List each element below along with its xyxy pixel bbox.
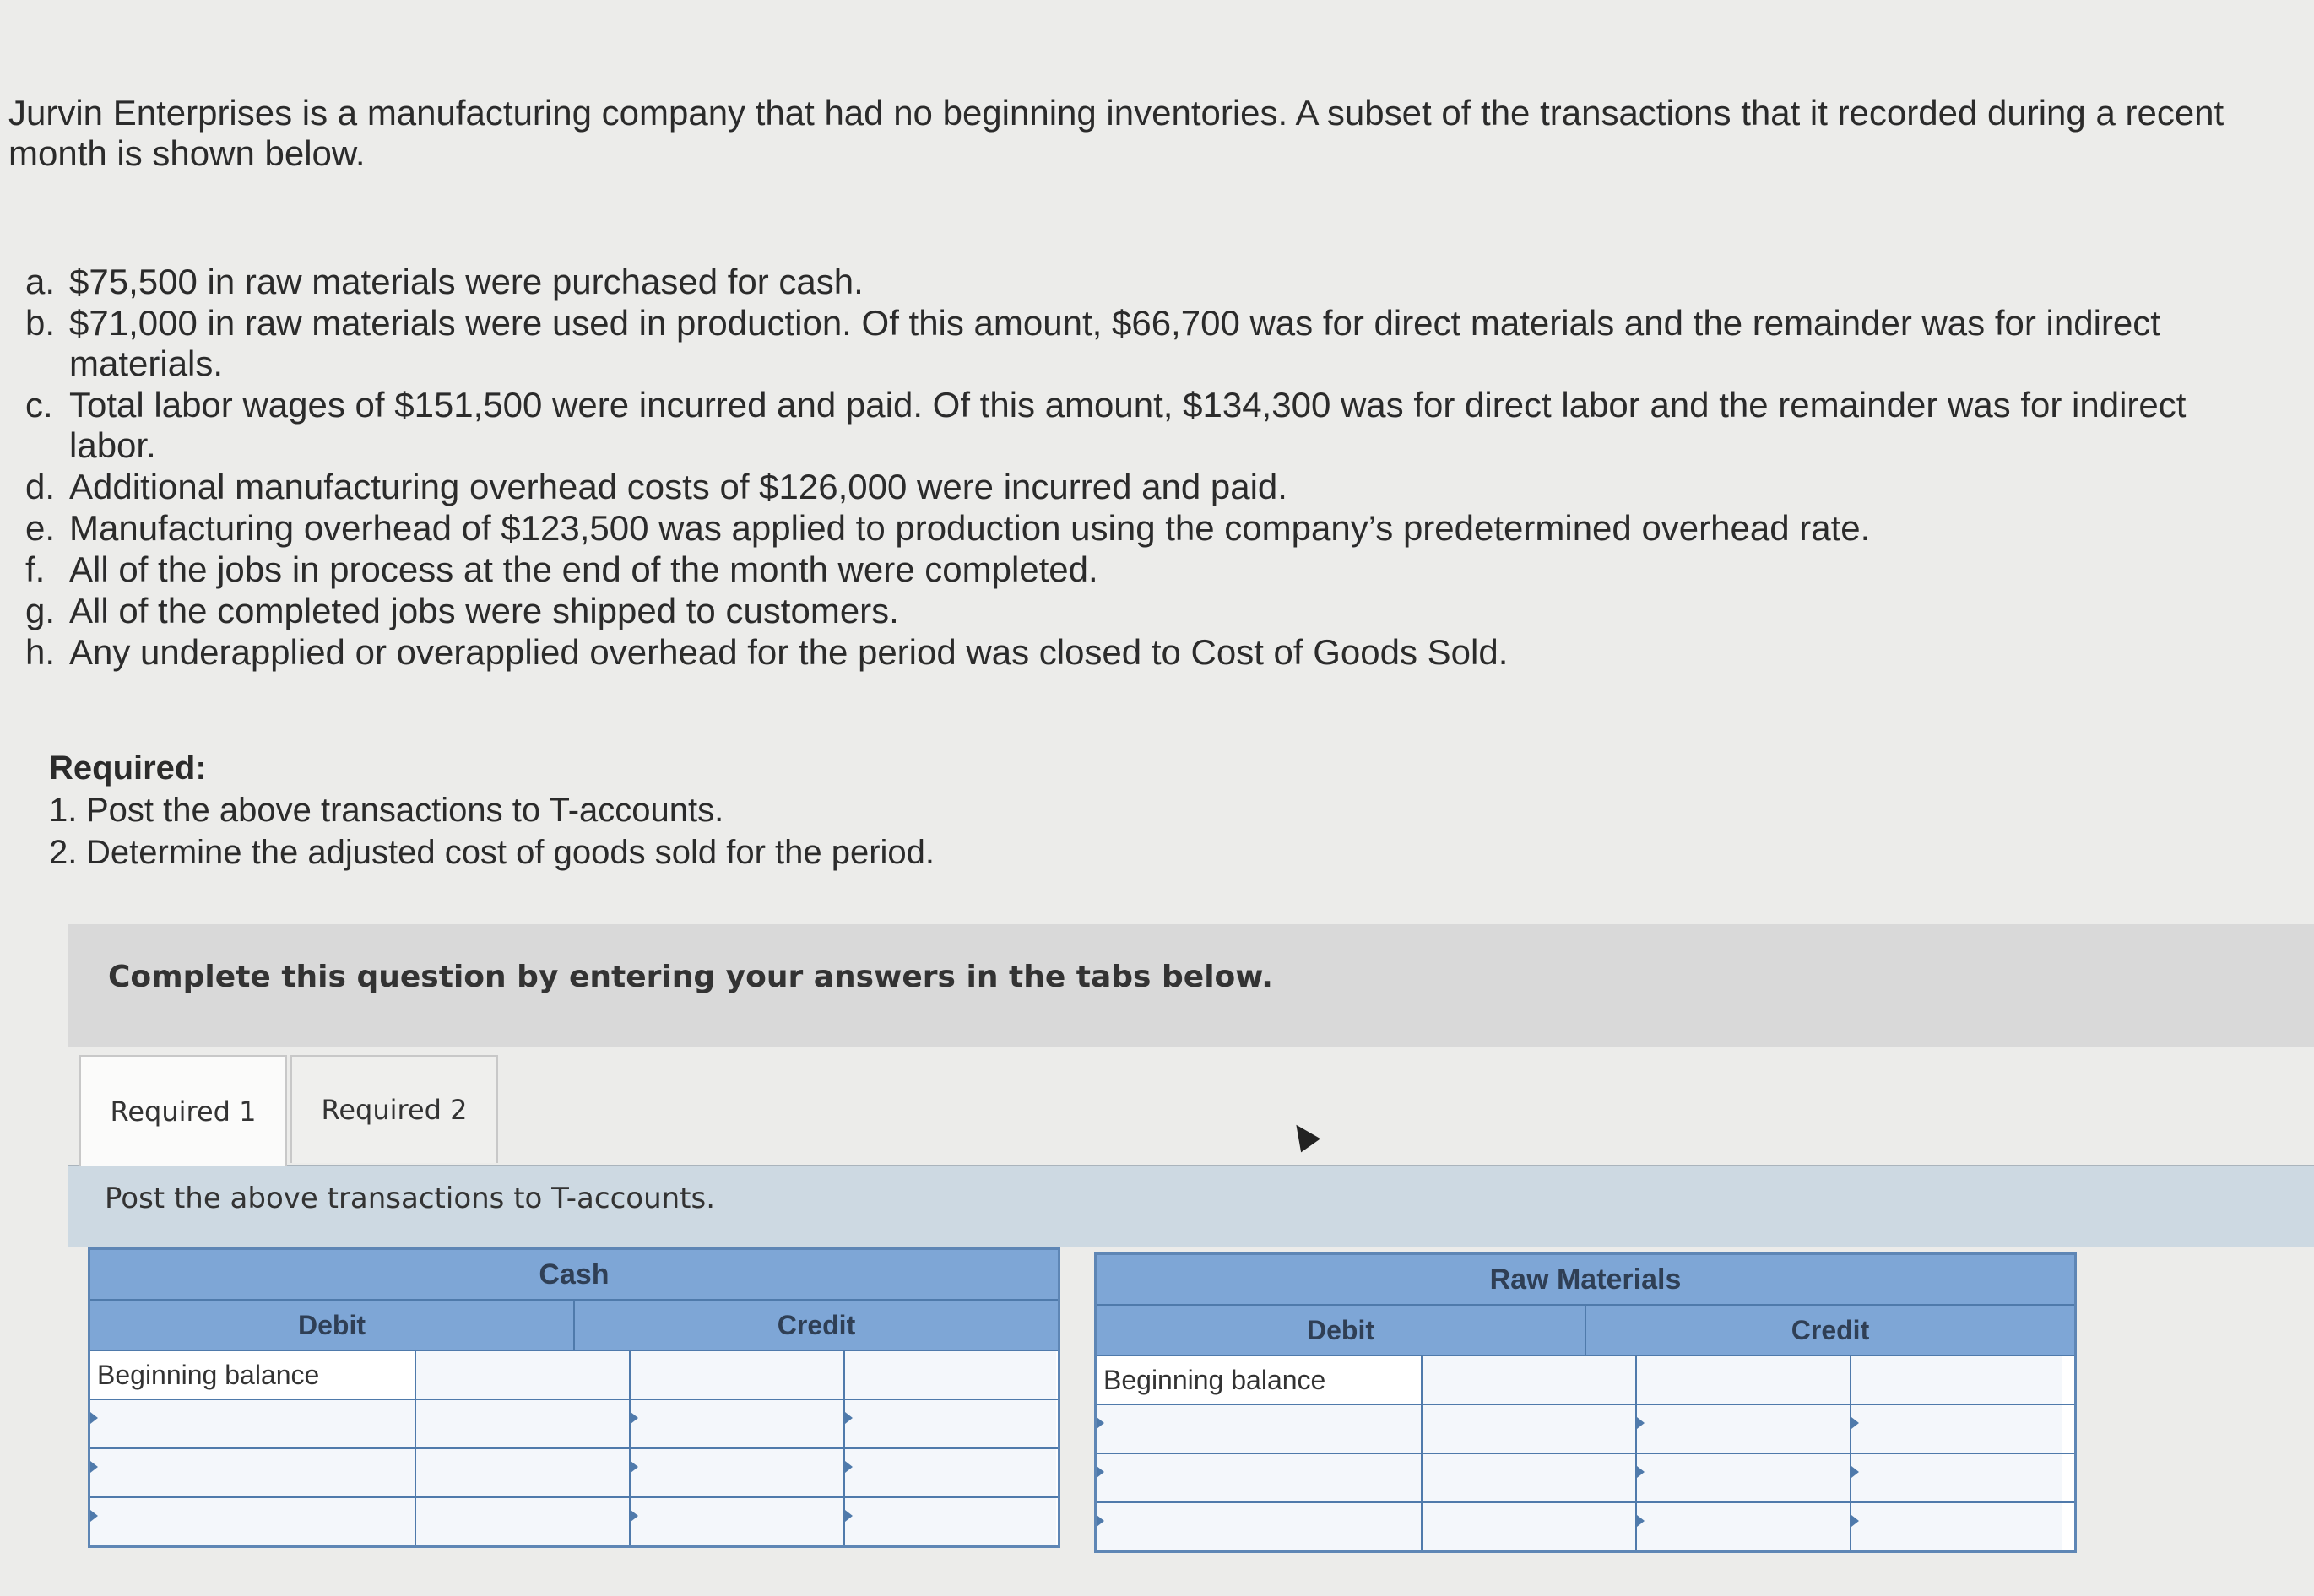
- debit-label-cell[interactable]: [1097, 1503, 1423, 1550]
- transaction-letter: e.: [25, 508, 56, 548]
- debit-amount-input[interactable]: [1423, 1356, 1635, 1404]
- debit-label-cell[interactable]: [1097, 1405, 1423, 1453]
- debit-header: Debit: [90, 1301, 575, 1350]
- problem-intro: Jurvin Enterprises is a manufacturing company that had no beginning inventories. A subset of the transactions that it recorded during a recent month is shown below.: [8, 93, 2225, 173]
- debit-amount-input[interactable]: [416, 1498, 629, 1545]
- debit-label-input[interactable]: [1097, 1405, 1421, 1453]
- debit-label-input[interactable]: [1097, 1503, 1421, 1550]
- debit-label-input[interactable]: [90, 1449, 415, 1496]
- transaction-item: [25, 549, 2187, 590]
- debit-amount-input[interactable]: [416, 1400, 629, 1447]
- dropdown-marker-icon: [1851, 1515, 1859, 1527]
- credit-amount-input[interactable]: [1851, 1503, 2062, 1550]
- dropdown-marker-icon: [845, 1412, 853, 1424]
- tab-prompt-bar: [68, 1166, 2314, 1247]
- credit-label-input[interactable]: [631, 1498, 843, 1545]
- credit-label-cell[interactable]: [631, 1351, 845, 1399]
- transaction-item: [25, 303, 2187, 384]
- debit-label-input[interactable]: [1097, 1454, 1421, 1501]
- t-account-header: [1097, 1306, 2074, 1356]
- transaction-text: $75,500 in raw materials were purchased for cash.: [69, 262, 864, 301]
- transaction-letter: c.: [25, 385, 53, 425]
- credit-amount-cell[interactable]: [845, 1351, 1056, 1399]
- required-item: [49, 831, 935, 874]
- dropdown-marker-icon: [90, 1412, 98, 1424]
- required-number: 2.: [49, 834, 78, 871]
- dropdown-marker-icon: [631, 1412, 638, 1424]
- transaction-letter: b.: [25, 303, 56, 343]
- credit-label-cell[interactable]: [1637, 1454, 1851, 1501]
- transaction-letter: h.: [25, 632, 56, 672]
- transaction-item: [25, 262, 2187, 302]
- credit-amount-input[interactable]: [1851, 1454, 2062, 1501]
- credit-label-input[interactable]: [631, 1449, 843, 1496]
- dropdown-marker-icon: [845, 1510, 853, 1522]
- debit-amount-cell[interactable]: [1423, 1405, 1637, 1453]
- dropdown-marker-icon: [1097, 1515, 1104, 1527]
- transaction-text: Manufacturing overhead of $123,500 was applied to production using the company’s predetermined overhead rate.: [69, 508, 1871, 548]
- credit-amount-input[interactable]: [1851, 1405, 2062, 1453]
- t-account-row: [90, 1400, 1058, 1449]
- credit-label-cell[interactable]: [631, 1449, 845, 1496]
- debit-label-cell[interactable]: [1097, 1454, 1423, 1501]
- instructions-bar: [68, 924, 2314, 1047]
- t-account-row: [90, 1449, 1058, 1498]
- dropdown-marker-icon: [845, 1461, 853, 1473]
- t-account-row: [1097, 1405, 2074, 1454]
- credit-amount-cell[interactable]: [1851, 1503, 2062, 1550]
- transaction-letter: f.: [25, 549, 46, 589]
- instructions-text: Complete this question by entering your answers in the tabs below.: [108, 960, 1273, 994]
- transaction-letter: d.: [25, 467, 56, 506]
- credit-label-input[interactable]: [631, 1351, 843, 1399]
- dropdown-marker-icon: [1637, 1417, 1645, 1429]
- credit-label-input[interactable]: [631, 1400, 843, 1447]
- transaction-item: [25, 591, 2187, 631]
- transaction-text: Total labor wages of $151,500 were incurred and paid. Of this amount, $134,300 was for direct labor and the remainder was for indirect labor.: [69, 385, 2187, 465]
- required-text: Determine the adjusted cost of goods sold for the period.: [86, 834, 935, 871]
- debit-label-cell[interactable]: [90, 1400, 416, 1447]
- credit-label-cell[interactable]: [631, 1400, 845, 1447]
- dropdown-marker-icon: [631, 1510, 638, 1522]
- transaction-text: $71,000 in raw materials were used in production. Of this amount, $66,700 was for direct materials and the remainder was for indirect materials.: [69, 303, 2160, 383]
- credit-amount-cell[interactable]: [845, 1498, 1056, 1545]
- credit-label-cell[interactable]: [631, 1498, 845, 1545]
- debit-amount-input[interactable]: [416, 1449, 629, 1496]
- credit-amount-cell[interactable]: [845, 1449, 1056, 1496]
- t-account-title: Raw Materials: [1097, 1255, 2074, 1306]
- dropdown-marker-icon: [1097, 1417, 1104, 1429]
- debit-amount-cell[interactable]: [416, 1449, 631, 1496]
- dropdown-marker-icon: [1637, 1466, 1645, 1478]
- transaction-item: [25, 508, 2187, 549]
- credit-amount-cell[interactable]: [1851, 1454, 2062, 1501]
- debit-label-cell[interactable]: [90, 1498, 416, 1545]
- credit-amount-cell[interactable]: [1851, 1405, 2062, 1453]
- t-account-row: [90, 1498, 1058, 1545]
- dropdown-marker-icon: [90, 1510, 98, 1522]
- transaction-item: [25, 467, 2187, 507]
- credit-amount-input[interactable]: [1851, 1356, 2062, 1404]
- t-account-raw-materials: [1094, 1252, 2077, 1553]
- dropdown-marker-icon: [1851, 1466, 1859, 1478]
- t-account-row: [1097, 1356, 2074, 1405]
- transaction-item: [25, 385, 2187, 466]
- transaction-list: [25, 262, 2187, 674]
- required-section: [49, 747, 935, 874]
- credit-label-input[interactable]: [1637, 1356, 1850, 1404]
- credit-label-input[interactable]: [1637, 1454, 1850, 1501]
- debit-amount-cell[interactable]: [1423, 1503, 1637, 1550]
- credit-amount-cell[interactable]: [845, 1400, 1056, 1447]
- required-text: Post the above transactions to T-accounts.: [86, 792, 724, 829]
- beginning-balance-label: Beginning balance: [1097, 1356, 1423, 1404]
- required-number: 1.: [49, 792, 78, 829]
- dropdown-marker-icon: [90, 1461, 98, 1473]
- dropdown-marker-icon: [631, 1461, 638, 1473]
- dropdown-marker-icon: [1637, 1515, 1645, 1527]
- dropdown-marker-icon: [1097, 1466, 1104, 1478]
- tab-required-2[interactable]: Required 2: [290, 1055, 498, 1163]
- credit-header: Credit: [1791, 1315, 1870, 1345]
- t-account-row: [1097, 1503, 2074, 1550]
- transaction-text: Any underapplied or overapplied overhead for the period was closed to Cost of Goods Sold.: [69, 632, 1509, 672]
- credit-amount-input[interactable]: [845, 1498, 1056, 1545]
- transaction-letter: g.: [25, 591, 56, 630]
- tab-required-1[interactable]: Required 1: [79, 1055, 287, 1166]
- transaction-letter: a.: [25, 262, 56, 301]
- debit-label-cell[interactable]: [90, 1449, 416, 1496]
- debit-amount-cell[interactable]: [1423, 1356, 1637, 1404]
- debit-amount-cell[interactable]: [1423, 1454, 1637, 1501]
- credit-label-cell[interactable]: [1637, 1405, 1851, 1453]
- credit-amount-input[interactable]: [845, 1351, 1056, 1399]
- transaction-text: All of the completed jobs were shipped to customers.: [69, 591, 899, 630]
- credit-amount-cell[interactable]: [1851, 1356, 2062, 1404]
- credit-amount-input[interactable]: [845, 1449, 1056, 1496]
- t-account-row: [90, 1351, 1058, 1400]
- t-account-title: Cash: [90, 1250, 1058, 1301]
- debit-amount-input[interactable]: [1423, 1454, 1635, 1501]
- credit-amount-input[interactable]: [845, 1400, 1056, 1447]
- debit-amount-cell[interactable]: [416, 1351, 631, 1399]
- transaction-text: All of the jobs in process at the end of the month were completed.: [69, 549, 1098, 589]
- dropdown-marker-icon: [1851, 1417, 1859, 1429]
- debit-amount-input[interactable]: [1423, 1503, 1635, 1550]
- debit-amount-cell[interactable]: [416, 1400, 631, 1447]
- t-account-header: [90, 1301, 1058, 1351]
- required-item: [49, 789, 935, 831]
- transaction-item: [25, 632, 2187, 673]
- credit-label-cell[interactable]: [1637, 1503, 1851, 1550]
- debit-amount-cell[interactable]: [416, 1498, 631, 1545]
- tab-prompt-text: Post the above transactions to T-accounts.: [105, 1182, 716, 1215]
- credit-label-input[interactable]: [1637, 1503, 1850, 1550]
- t-account-cash: [88, 1247, 1060, 1548]
- credit-header: Credit: [777, 1310, 856, 1340]
- t-account-row: [1097, 1454, 2074, 1503]
- credit-label-input[interactable]: [1637, 1405, 1850, 1453]
- beginning-balance-label: Beginning balance: [90, 1351, 416, 1399]
- debit-label-input[interactable]: [90, 1498, 415, 1545]
- debit-label-input[interactable]: [90, 1400, 415, 1447]
- required-title: Required:: [49, 749, 207, 787]
- debit-header: Debit: [1097, 1306, 1586, 1355]
- debit-amount-input[interactable]: [1423, 1405, 1635, 1453]
- transaction-text: Additional manufacturing overhead costs of $126,000 were incurred and paid.: [69, 467, 1287, 506]
- credit-label-cell[interactable]: [1637, 1356, 1851, 1404]
- tab-strip: [68, 1047, 2314, 1166]
- debit-amount-input[interactable]: [416, 1351, 629, 1399]
